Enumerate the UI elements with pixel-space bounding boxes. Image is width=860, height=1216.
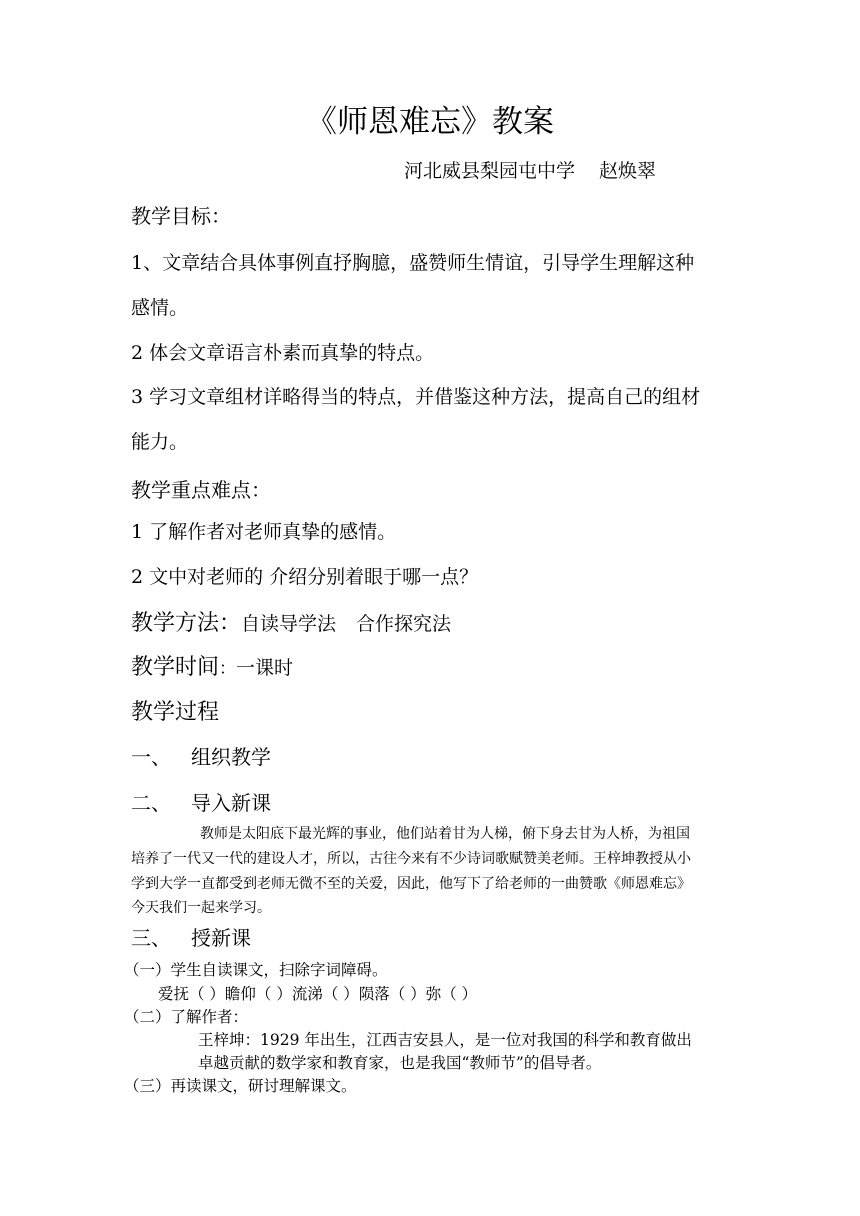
time-value: 一课时 bbox=[236, 657, 294, 679]
key-points-heading: 教学重点难点： bbox=[131, 478, 271, 502]
author-info-line-2: 卓越贡献的数学家和教育家，也是我国“教师节”的倡导者。 bbox=[198, 1054, 602, 1072]
method-value-1: 自读导学法 bbox=[241, 613, 337, 635]
method-value-2: 合作探究法 bbox=[356, 613, 452, 635]
section-2 bbox=[131, 791, 271, 815]
goal-1-line-1: 1、文章结合具体事例直抒胸臆，盛赞师生情谊，引导学生理解这种 bbox=[131, 252, 695, 274]
step-1: （一）学生自读课文，扫除字词障碍。 bbox=[124, 961, 388, 979]
vocabulary-line: 爱抚（ ）瞻仰（ ）流涕（ ）陨落（ ）弥（ ） bbox=[158, 985, 478, 1003]
goals-heading: 教学目标： bbox=[131, 204, 231, 228]
goal-1-line-2: 感情。 bbox=[131, 297, 189, 319]
document-title: 《师恩难忘》教案 bbox=[306, 104, 554, 140]
step-3: （三）再读课文，研讨理解课文。 bbox=[124, 1077, 357, 1095]
goal-3-line-1: 3 学习文章组材详略得当的特点，并借鉴这种方法，提高自己的组材 bbox=[131, 386, 701, 408]
step-2: （二）了解作者： bbox=[124, 1008, 249, 1026]
section-1 bbox=[131, 745, 271, 769]
author-info-line-1: 王梓坤：1929 年出生，江西吉安县人，是一位对我国的科学和教育做出 bbox=[198, 1031, 692, 1049]
time-separator: ： bbox=[219, 659, 237, 679]
method-label: 教学方法： bbox=[131, 611, 242, 636]
section-2-number: 二、 bbox=[131, 791, 171, 815]
section-3-text: 授新课 bbox=[191, 926, 251, 950]
method-line bbox=[131, 611, 451, 637]
key-point-2: 2 文中对老师的 介绍分别着眼于哪一点？ bbox=[131, 566, 479, 588]
time-label: 教学时间 bbox=[131, 655, 220, 680]
intro-line-4: 今天我们一起来学习。 bbox=[131, 900, 271, 916]
goal-3-line-2: 能力。 bbox=[131, 431, 189, 453]
key-point-1: 1 了解作者对老师真挚的感情。 bbox=[131, 521, 397, 543]
section-1-number: 一、 bbox=[131, 745, 171, 769]
time-line bbox=[131, 655, 293, 681]
author-school: 河北威县梨园屯中学 bbox=[404, 160, 576, 182]
goal-2: 2 体会文章语言朴素而真挚的特点。 bbox=[131, 342, 435, 364]
intro-line-1: 教师是太阳底下最光辉的事业，他们站着甘为人梯，俯下身去甘为人桥，为祖国 bbox=[200, 826, 690, 842]
process-heading: 教学过程 bbox=[131, 700, 220, 725]
section-2-text: 导入新课 bbox=[191, 791, 271, 815]
intro-line-3: 学到大学一直都受到老师无微不至的关爱，因此，他写下了给老师的一曲赞歌《师恩难忘》 bbox=[131, 876, 691, 892]
author-name: 赵焕翠 bbox=[599, 160, 657, 182]
section-1-text: 组织教学 bbox=[191, 745, 271, 769]
intro-line-2: 培养了一代又一代的建设人才，所以，古往今来有不少诗词歌赋赞美老师。王梓坤教授从小 bbox=[131, 851, 691, 867]
section-3 bbox=[131, 926, 251, 950]
section-3-number: 三、 bbox=[131, 926, 171, 950]
author-line bbox=[404, 160, 656, 183]
